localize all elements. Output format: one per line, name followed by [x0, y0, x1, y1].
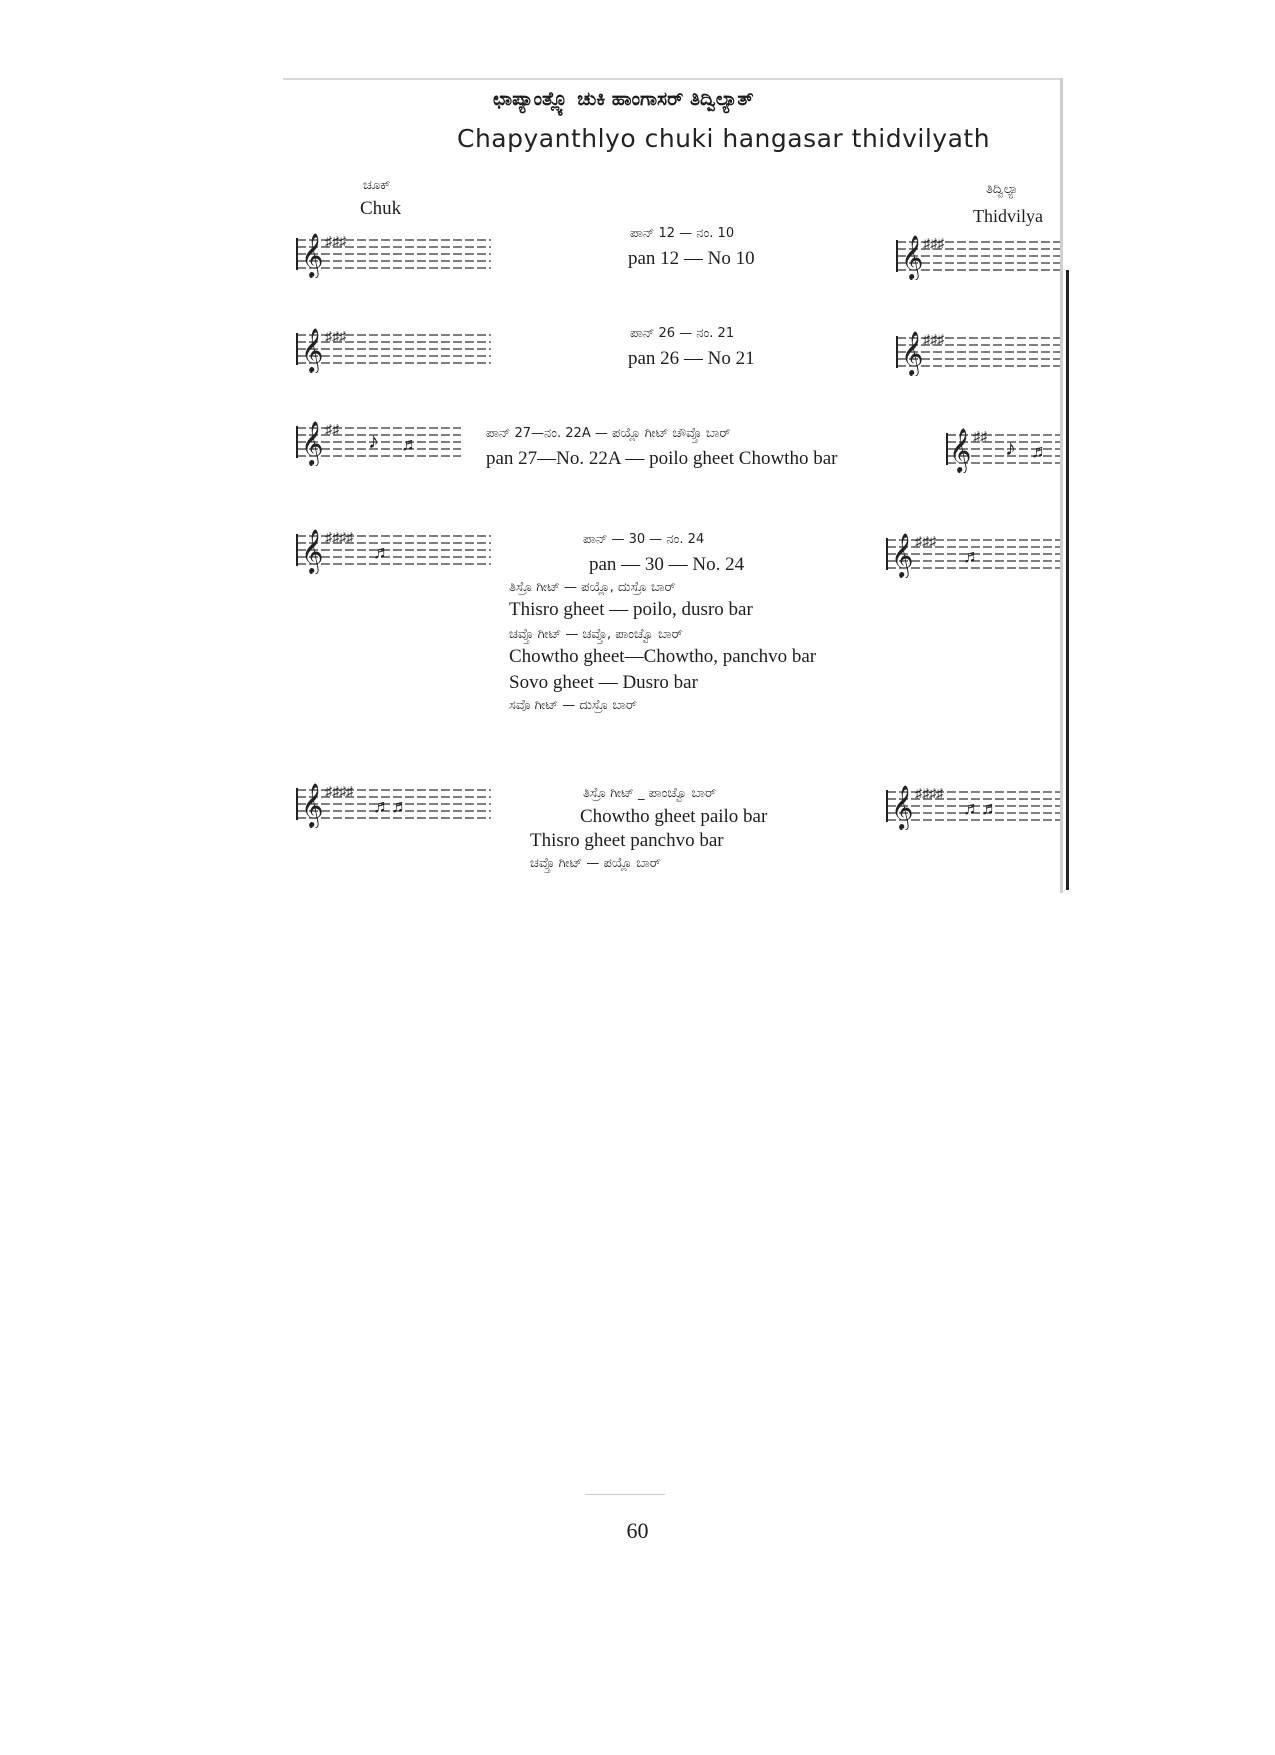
music-staff-chuk-3 [293, 416, 463, 466]
svg-text:♯♯♯♯: ♯♯♯♯ [325, 531, 353, 546]
entry-2-kannada: ಪಾನ್ 26 — ನಂ. 21 [630, 326, 735, 341]
music-staff-thidvilya-5 [883, 780, 1063, 830]
svg-text:𝄞: 𝄞 [949, 428, 972, 472]
music-staff-chuk-5 [293, 778, 493, 828]
svg-text:♪: ♪ [1005, 435, 1016, 460]
svg-text:♯♯♯: ♯♯♯ [923, 333, 944, 348]
entry-1-kannada: ಪಾನ್ 12 — ನಂ. 10 [630, 226, 735, 241]
svg-text:𝄞: 𝄞 [301, 328, 324, 372]
scan-right-edge [1060, 78, 1063, 893]
music-staff-thidvilya-3 [943, 423, 1063, 473]
title-english: Chapyanthlyo chuki hangasar thidvilyath [457, 124, 991, 153]
svg-text:♯♯♯: ♯♯♯ [325, 235, 346, 250]
music-staff-chuk-1 [293, 228, 493, 278]
entry-5-note-2: Chowtho gheet pailo bar [580, 806, 768, 827]
svg-text:♯♯♯: ♯♯♯ [325, 330, 346, 345]
svg-text:♯♯: ♯♯ [973, 430, 987, 445]
entry-4-note-4: Chowtho gheet—Chowtho, panchvo bar [509, 646, 817, 667]
svg-text:𝄞: 𝄞 [301, 529, 324, 573]
music-staff-thidvilya-1 [893, 230, 1063, 280]
column-right-english: Thidvilya [973, 206, 1043, 226]
svg-text:𝄞: 𝄞 [301, 233, 324, 277]
entry-5-note-4: ಚವ್ತೊ ಗೀಟ್ — ಪಯ್ಲೊ ಬಾರ್ [530, 856, 661, 871]
svg-text:♬: ♬ [373, 542, 391, 562]
music-staff-chuk-2 [293, 323, 493, 373]
entry-1-english: pan 12 — No 10 [628, 248, 755, 269]
svg-text:𝄞: 𝄞 [891, 785, 914, 829]
music-staff-chuk-4 [293, 524, 493, 574]
entry-5-note-1: ತಿಸ್ರೊ ಗೀಟ್ _ ಪಾಂಚ್ವೊ ಬಾರ್ [583, 786, 717, 801]
svg-text:♬: ♬ [1031, 441, 1049, 461]
svg-text:𝄞: 𝄞 [301, 783, 324, 827]
svg-text:♬♬: ♬♬ [373, 796, 409, 816]
entry-4-note-6: ಸವೊ ಗೀಟ್ — ದುಸ್ರೊ ಬಾರ್ [509, 698, 637, 713]
column-left-kannada: ಚೂಕ್ [363, 178, 391, 193]
music-staff-thidvilya-2 [893, 326, 1063, 376]
column-right-kannada: ತಿದ್ವಿಲ್ಯಾ [986, 182, 1019, 197]
scan-top-edge [283, 78, 1063, 80]
entry-4-kannada: ಪಾನ್ — 30 — ನಂ. 24 [583, 532, 705, 547]
title-kannada: ಛಾಪ್ಯಾಂತ್ಲ್ಯೊ ಚುಕಿ ಹಾಂಗಾಸರ್ ತಿದ್ವಿಲ್ಯಾತ್ [493, 88, 754, 110]
scan-binding-edge [1066, 270, 1069, 890]
scanned-page-region [283, 78, 1063, 893]
svg-text:♯♯♯: ♯♯♯ [915, 535, 936, 550]
svg-text:♬: ♬ [401, 434, 419, 454]
music-staff-thidvilya-4 [883, 528, 1063, 578]
entry-3-kannada: ಪಾನ್ 27—ನಂ. 22A — ಪಯ್ಲೊ ಗೀಟ್ ಚೌವ್ತೊ ಬಾರ್ [486, 426, 731, 441]
svg-text:♯♯♯♯: ♯♯♯♯ [915, 787, 943, 802]
page-number-rule [585, 1494, 665, 1495]
entry-4-english: pan — 30 — No. 24 [589, 554, 745, 575]
svg-text:𝄞: 𝄞 [901, 235, 924, 279]
svg-text:♬: ♬ [963, 546, 981, 566]
page-number: 60 [626, 1518, 649, 1543]
svg-text:♯♯♯: ♯♯♯ [923, 237, 944, 252]
svg-text:♯♯: ♯♯ [325, 423, 339, 438]
column-left-english: Chuk [360, 198, 402, 219]
svg-text:𝄞: 𝄞 [901, 331, 924, 375]
svg-text:♬♬: ♬♬ [963, 798, 999, 818]
entry-4-note-2: Thisro gheet — poilo, dusro bar [509, 599, 753, 620]
entry-5-note-3: Thisro gheet panchvo bar [530, 830, 724, 851]
svg-text:♪: ♪ [368, 428, 379, 453]
svg-text:𝄞: 𝄞 [891, 533, 914, 577]
entry-4-note-5: Sovo gheet — Dusro bar [509, 672, 698, 693]
entry-4-note-1: ತಿಸ್ರೊ ಗೀಟ್ — ಪಯ್ಲೊ, ದುಸ್ರೊ ಬಾರ್ [509, 580, 676, 595]
entry-2-english: pan 26 — No 21 [628, 348, 755, 369]
svg-text:𝄞: 𝄞 [301, 421, 324, 465]
entry-3-english: pan 27—No. 22A — poilo gheet Chowtho bar [486, 448, 838, 469]
svg-text:♯♯♯♯: ♯♯♯♯ [325, 785, 353, 800]
entry-4-note-3: ಚವ್ತೊ ಗೀಟ್ — ಚವ್ತೊ, ಪಾಂಚ್ವೊ ಬಾರ್ [509, 627, 683, 642]
